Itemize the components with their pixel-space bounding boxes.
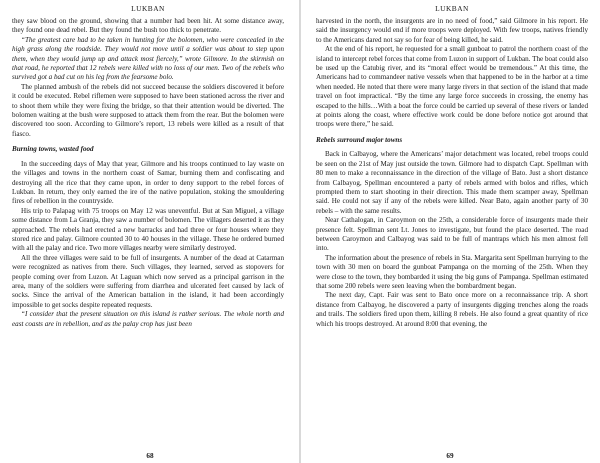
right-page — [300, 0, 600, 463]
paragraph: The next day, Capt. Fair was sent to Bato once more on a reconnaissance trip. A short distance from Calbayog, he discovered a party of insurgents digging trenches along the roads and trails. The soldiers fired upon them, killing 8 rebels. He also found a great quantity of rice which his troops destroyed. At around 8:00 that evening, the — [316, 291, 588, 328]
paragraph: Back in Calbayog, where the Americans’ major detachment was located, rebel troops could be seen on the 21st of May just outside the town. Gilmore had to dispatch Capt. Spellman with 80 men to make a reconnaissance in the direction of the village of Bato. Just a short distance from Calbayog, Spellman encountered a party of rebels armed with bolos and rifles, which prompted them to start shooting in their direction. This made them scamper away, Spellman said. He could not say if any of the rebels were killed. Near Bato, again another party of 30 rebels – with the same results. — [316, 150, 588, 215]
paragraph: harvested in the north, the insurgents are in no need of food,” said Gilmore in his report. He said the insurgency would end if more troops were deployed. With few troops, natives friendly to the Americans dared not say so for fear of being killed, he said. — [316, 17, 588, 44]
paragraph: The information about the presence of rebels in Sta. Margarita sent Spellman hurrying to the town with 30 men on board the gunboat Pampanga on the morning of the 25th. When they were close to the town, they bombarded it using the big guns of Pampanga. Spellman estimated that some 200 rebels were seen leaving when the bombardment began. — [316, 253, 588, 290]
page-number: 68 — [146, 452, 154, 460]
page-body — [12, 17, 284, 329]
page-body — [316, 17, 588, 329]
running-head: LUKBAN — [131, 4, 165, 13]
running-head: LUKBAN — [435, 4, 469, 13]
paragraph: Near Cathalogan, in Caroymon on the 25th, a considerable force of insurgents made their presence felt. Spellman sent Lt. Jones to investigate, but found the place deserted. The road between Caroymon and Calbayog was said to be full of mantraps which his men almost fell into. — [316, 216, 588, 253]
section-heading: Rebels surround major towns — [316, 135, 403, 144]
paragraph: In the succeeding days of May that year, Gilmore and his troops continued to lay waste on the villages and towns in the northern coast of Samar, burning them and confiscating and destroying all the rice that they came upon, in order to deny support to the rebel forces of Lukban. In return, they only earned the ire of the native population, stoking the smouldering fires of rebellion in the countryside. — [12, 159, 284, 206]
page-number: 69 — [446, 452, 454, 460]
paragraph: All the three villages were said to be full of insurgents. A number of the dead at Catarman were recognized as natives from there. Such villages, they learned, served as stopovers for people coming over from Luzon. At Laguan which now served as a principal garrison in the area, many of the soldiers were suffering from diarrhea and ulcerated feet caused by lack of socks. Since the arrival of the American battalion in the island, it had been accordingly impossible to get socks despite repeated requests. — [12, 253, 284, 309]
paragraph: “I consider that the present situation on this island is rather serious. The whole north and east coasts are in rebellion, and as the palay crop has just been — [12, 310, 284, 328]
paragraph: At the end of his report, he requested for a small gunboat to patrol the northern coast of the island to intercept rebel forces that come from Luzon in support of Lukban. The boat could also be used up the Catubig river, and its “moral effect would be tremendous.” At this time, the Americans had to commandeer native vessels when that happened to be in the harbor at a time when needed. He noted that there were many large rivers in that section of the island that made travel on foot impractical. “By the time any large force succeeds in crossing, the enemy has escaped to the hills…With a boat the force could be carried up several of these rivers or landed at points along the coast, where effective work could be done before notice got around that troops were there,” he said. — [316, 45, 588, 129]
paragraph: The planned ambush of the rebels did not succeed because the soldiers discovered it before it could be executed. Rebel riflemen were supposed to have been stationed across the river and to shoot them while they were fixing the bridge, so that their attention would be diverted. The bolomen waiting at the bush were supposed to attack them from the rear. But the bolomen were discovered too soon. According to Gilmore’s report, 13 rebels were killed as a result of that fiasco. — [12, 82, 284, 138]
paragraph: they saw blood on the ground, showing that a number had been hit. At some distance away, they found one dead rebel. But they found the bush too thick to penetrate. — [12, 17, 284, 35]
paragraph: His trip to Palapag with 75 troops on May 12 was uneventful. But at San Miguel, a village some distance from La Granja, they saw a number of bolomen. The villagers deserted it as they approached. The rebels had erected a new barracks and had three or four houses where they stored rice and palay. Gilmore counted 30 to 40 houses in the village. These he ordered burned with all the palay and rice. Two more villages nearby were similarly destroyed. — [12, 206, 284, 253]
section-heading: Burning towns, wasted food — [12, 145, 94, 154]
paragraph: “The greatest care had to be taken in hunting for the bolomen, who were concealed in the high grass along the roadside. They would not move until a soldier was about to step upon them, when they would jump up and attack most fiercely,” wrote Gilmore. In the skirmish on that road, he reported that 12 rebels were killed with no loss of our men. Two of the rebels who survived got a bad cut on his leg from the fearsome bolo. — [12, 35, 284, 82]
